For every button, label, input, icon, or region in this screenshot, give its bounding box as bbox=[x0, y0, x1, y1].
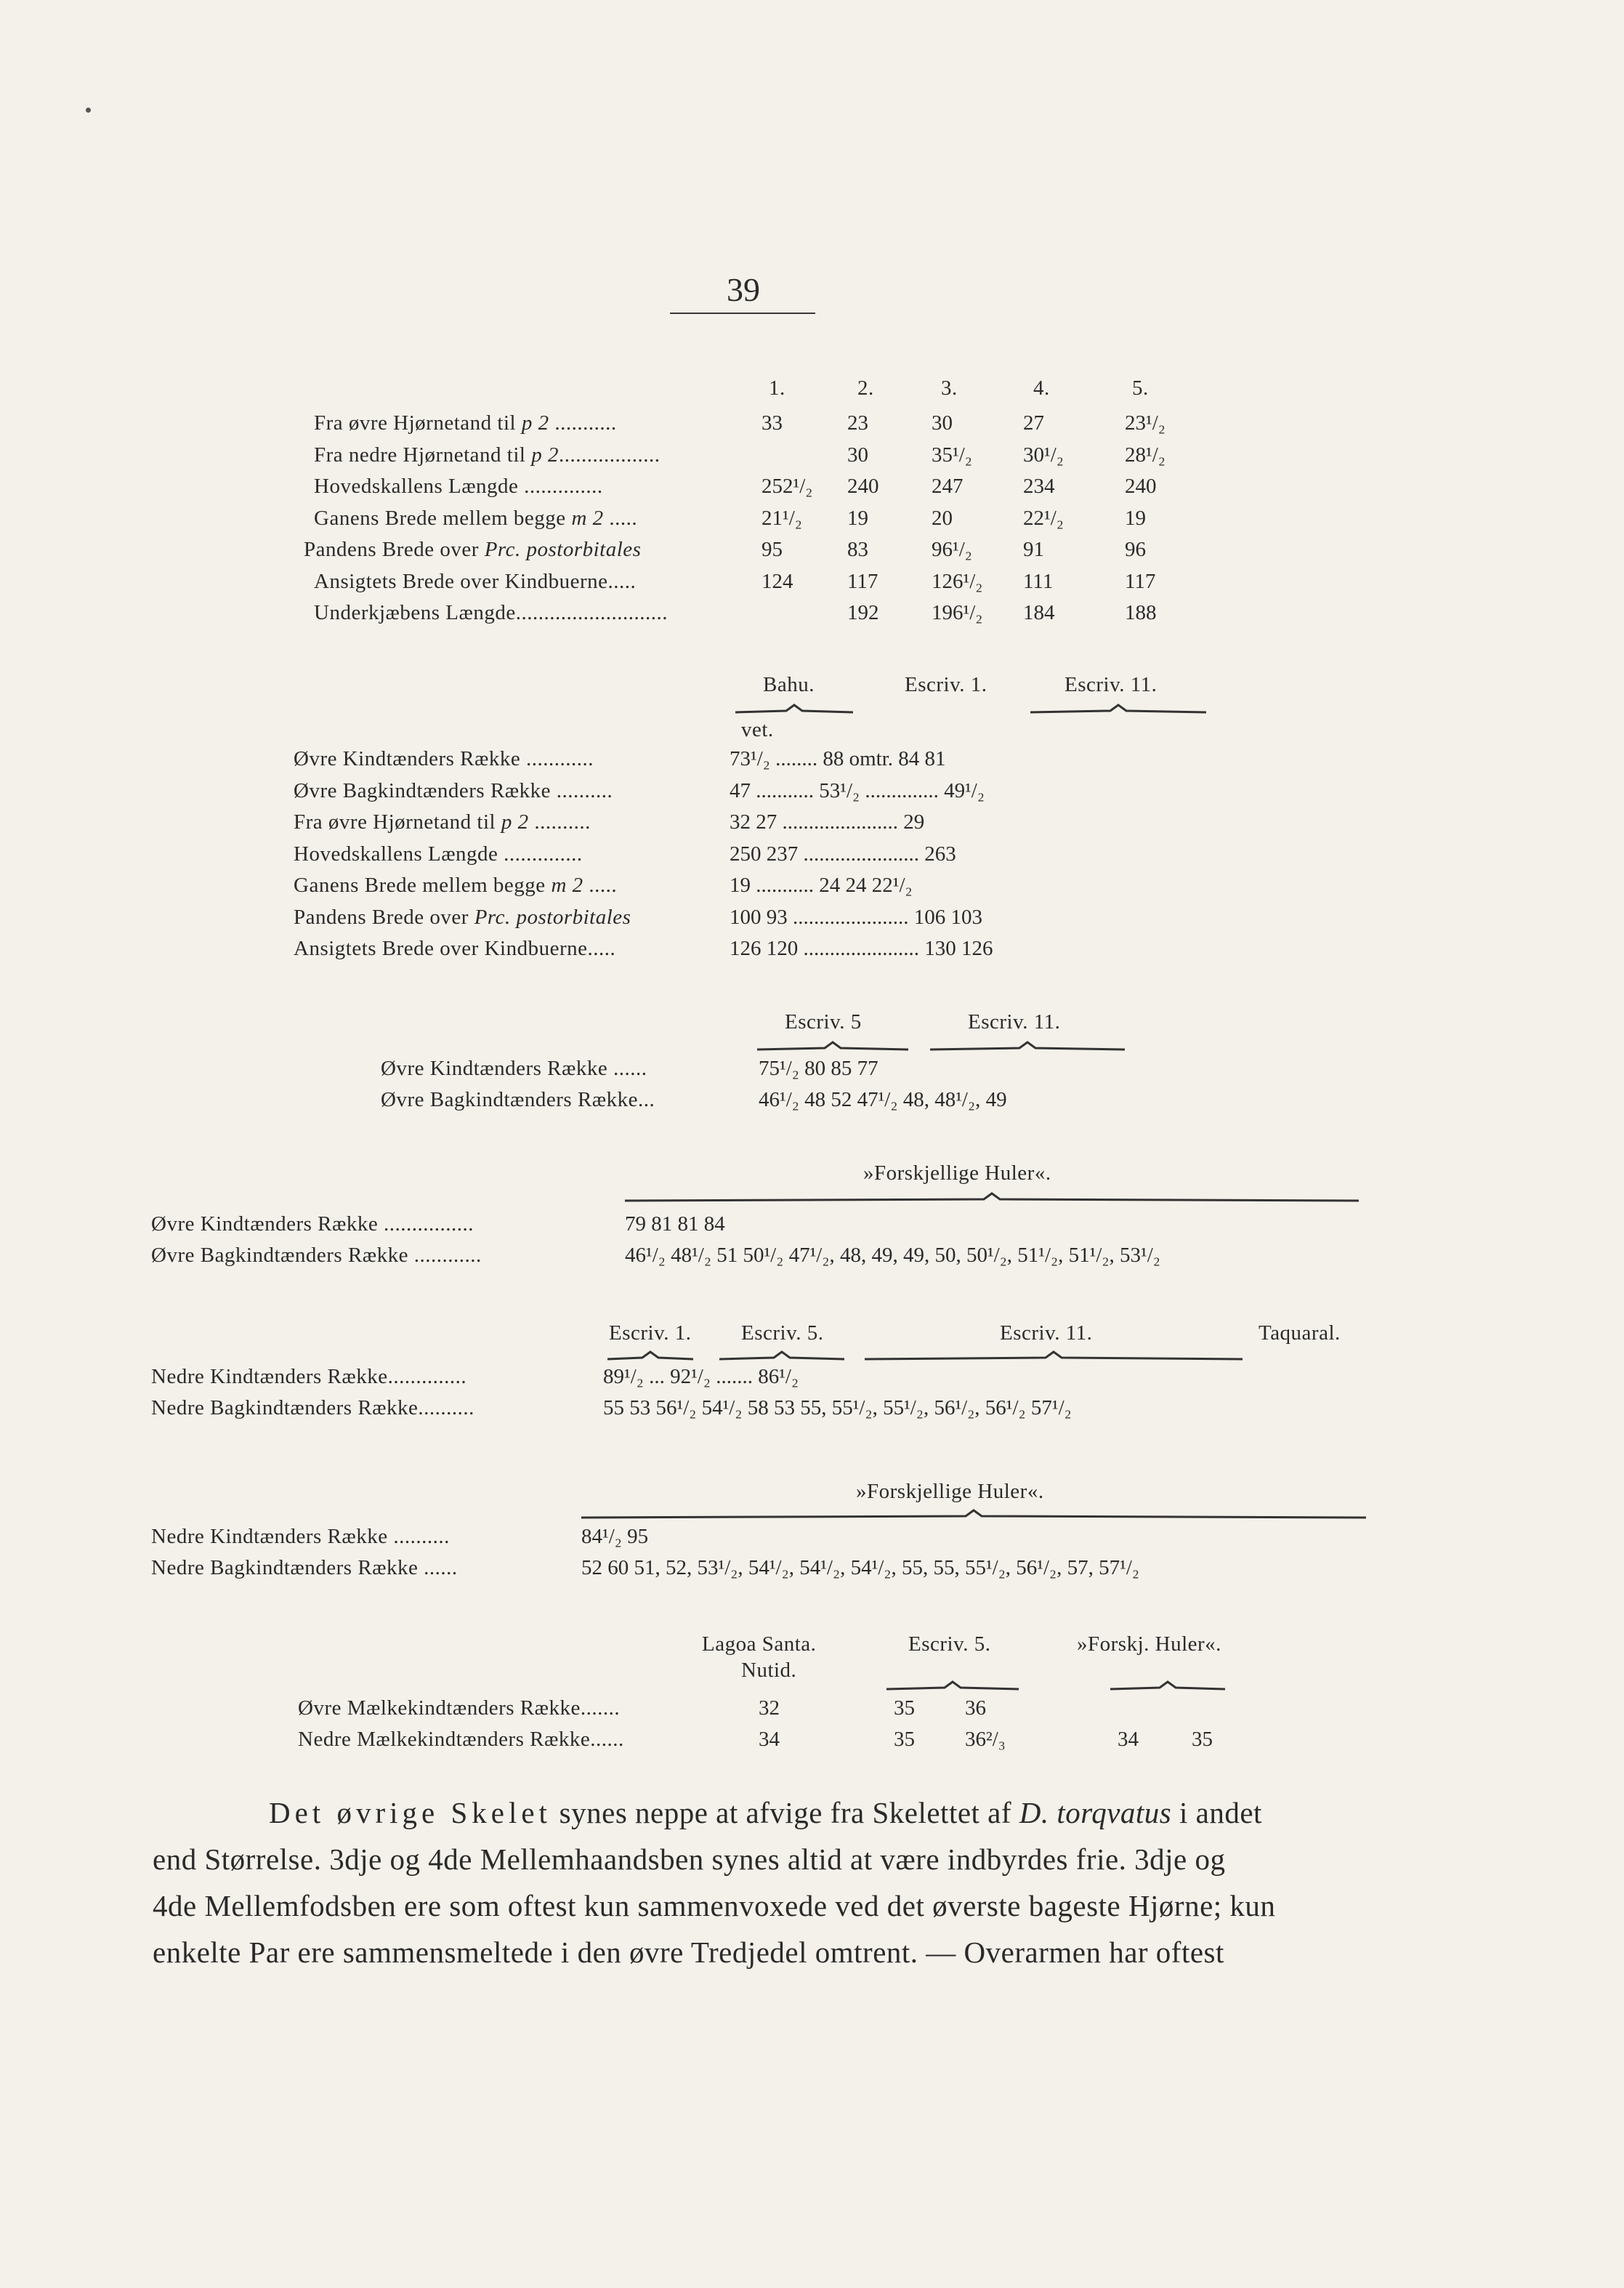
col-header: »Forskjellige Huler«. bbox=[863, 1161, 1051, 1185]
table-cell: 252¹/₂ bbox=[761, 475, 813, 498]
table-cell: 188 bbox=[1125, 601, 1157, 624]
text: i andet bbox=[1171, 1796, 1262, 1829]
table-cell: 35¹/₂ bbox=[932, 443, 972, 467]
col-header: Escriv. 11. bbox=[1065, 673, 1158, 696]
table-cell: 184 bbox=[1023, 601, 1055, 624]
row-label: Øvre Bagkindtænders Række... bbox=[381, 1088, 655, 1111]
col-header: 4. bbox=[1033, 376, 1050, 400]
table-cell: 20 bbox=[932, 506, 953, 530]
table-cell: 35 bbox=[894, 1696, 915, 1720]
table-cell: 23¹/₂ bbox=[1125, 411, 1166, 435]
table-cell: 30 bbox=[847, 443, 868, 467]
paragraph-line-3: 4de Mellemfodsben ere som oftest kun sammenvoxede ved det øverste bageste Hjørne; kun bbox=[153, 1889, 1276, 1922]
row-label: Fra øvre Hjørnetand til p 2 .......... bbox=[294, 810, 591, 834]
row-label: Pandens Brede over Prc. postorbitales bbox=[294, 905, 631, 929]
table-cell: 36²/₃ bbox=[965, 1728, 1006, 1751]
table-cell: 55 53 56¹/₂ 54¹/₂ 58 53 55, 55¹/₂, 55¹/₂, 56¹/₂, 56¹/₂ 57¹/₂ bbox=[603, 1396, 1072, 1419]
row-label: Øvre Kindtænders Række ................ bbox=[151, 1212, 474, 1236]
table-cell: 124 bbox=[761, 569, 793, 593]
row-label: Fra øvre Hjørnetand til p 2 ........... bbox=[314, 411, 617, 435]
table-cell: 126¹/₂ bbox=[932, 569, 983, 593]
table-cell: 79 81 81 84 bbox=[625, 1212, 725, 1236]
row-label: Nedre Kindtænders Række .......... bbox=[151, 1525, 450, 1548]
table-cell: 36 bbox=[965, 1696, 986, 1720]
col-subheader: Nutid. bbox=[741, 1659, 797, 1682]
table-cell: 95 bbox=[761, 538, 783, 561]
col-header: 1. bbox=[769, 376, 785, 400]
row-label: Nedre Kindtænders Række.............. bbox=[151, 1365, 467, 1388]
row-label: Nedre Bagkindtænders Række ...... bbox=[151, 1556, 458, 1579]
row-label: Øvre Bagkindtænders Række ............ bbox=[151, 1244, 482, 1267]
row-label: Øvre Mælkekindtænders Række....... bbox=[298, 1696, 621, 1720]
row-label: Øvre Bagkindtænders Række .......... bbox=[294, 778, 613, 802]
table-cell: 96¹/₂ bbox=[932, 538, 972, 561]
row-label: Pandens Brede over Prc. postorbitales bbox=[304, 538, 642, 561]
col-subheader: vet. bbox=[741, 718, 774, 741]
brace bbox=[930, 1041, 1125, 1052]
col-header: 2. bbox=[857, 376, 874, 400]
table-cell: 28¹/₂ bbox=[1125, 443, 1166, 467]
spaced-text: Det øvrige Skelet bbox=[269, 1796, 552, 1829]
table-cell: 34 bbox=[1118, 1728, 1139, 1751]
table-cell: 19 bbox=[847, 506, 868, 530]
table-cell: 47 ........... 53¹/₂ .............. 49¹/₂ bbox=[730, 778, 985, 802]
paragraph-line-1 bbox=[269, 1795, 1262, 1830]
table-cell: 91 bbox=[1023, 538, 1044, 561]
col-header: Escriv. 5. bbox=[908, 1632, 991, 1656]
col-header: Bahu. bbox=[763, 673, 815, 696]
brace bbox=[1110, 1680, 1225, 1692]
species-name: D. torqvatus bbox=[1019, 1796, 1172, 1829]
paragraph-line-2: end Størrelse. 3dje og 4de Mellemhaandsben synes altid at være indbyrdes frie. 3dje og bbox=[153, 1842, 1226, 1876]
brace bbox=[886, 1680, 1019, 1692]
table-cell: 240 bbox=[1125, 475, 1157, 498]
table-cell: 117 bbox=[847, 569, 878, 593]
table-cell: 27 bbox=[1023, 411, 1044, 435]
table-cell: 33 bbox=[761, 411, 783, 435]
table-cell: 89¹/₂ ... 92¹/₂ ....... 86¹/₂ bbox=[603, 1365, 799, 1388]
row-label: Øvre Kindtænders Række ...... bbox=[381, 1057, 647, 1080]
row-label: Underkjæbens Længde........................... bbox=[314, 601, 668, 624]
table-cell: 19 bbox=[1125, 506, 1146, 530]
table-cell: 30 bbox=[932, 411, 953, 435]
col-header: Escriv. 11. bbox=[1000, 1321, 1093, 1345]
table-cell: 52 60 51, 52, 53¹/₂, 54¹/₂, 54¹/₂, 54¹/₂, 55, 55, 55¹/₂, 56¹/₂, 57, 57¹/₂ bbox=[581, 1556, 1140, 1579]
table-cell: 21¹/₂ bbox=[761, 506, 802, 530]
table-cell: 75¹/₂ 80 85 77 bbox=[759, 1057, 878, 1080]
row-label: Hovedskallens Længde .............. bbox=[294, 842, 583, 866]
row-label: Nedre Bagkindtænders Række.......... bbox=[151, 1396, 474, 1419]
table-cell: 96 bbox=[1125, 538, 1146, 561]
table-cell: 35 bbox=[1192, 1728, 1213, 1751]
table-cell: 46¹/₂ 48¹/₂ 51 50¹/₂ 47¹/₂, 48, 49, 49, 50, 50¹/₂, 51¹/₂, 51¹/₂, 53¹/₂ bbox=[625, 1244, 1160, 1267]
table-cell: 192 bbox=[847, 601, 879, 624]
brace bbox=[735, 704, 853, 715]
table-cell: 23 bbox=[847, 411, 868, 435]
table-cell: 35 bbox=[894, 1728, 915, 1751]
table-cell: 30¹/₂ bbox=[1023, 443, 1064, 467]
table-cell: 46¹/₂ 48 52 47¹/₂ 48, 48¹/₂, 49 bbox=[759, 1088, 1007, 1111]
row-label: Ansigtets Brede over Kindbuerne..... bbox=[314, 569, 637, 593]
text: synes neppe at afvige fra Skelettet af bbox=[551, 1796, 1019, 1829]
page-number: 39 bbox=[727, 271, 760, 308]
brace bbox=[719, 1350, 844, 1362]
table-cell: 126 120 ...................... 130 126 bbox=[730, 937, 993, 960]
table-cell: 19 ........... 24 24 22¹/₂ bbox=[730, 874, 913, 897]
table-cell: 32 27 ...................... 29 bbox=[730, 810, 925, 834]
table-cell: 32 bbox=[759, 1696, 780, 1720]
brace bbox=[581, 1509, 1366, 1520]
col-header: Taquaral. bbox=[1259, 1321, 1341, 1345]
col-header: Escriv. 5. bbox=[741, 1321, 824, 1345]
col-header: 3. bbox=[941, 376, 958, 400]
brace bbox=[625, 1192, 1359, 1204]
table-cell: 234 bbox=[1023, 475, 1055, 498]
row-label: Nedre Mælkekindtænders Række...... bbox=[298, 1728, 624, 1751]
table-cell: 196¹/₂ bbox=[932, 601, 983, 624]
table-cell: 22¹/₂ bbox=[1023, 506, 1064, 530]
col-header: Escriv. 5 bbox=[785, 1010, 862, 1034]
table-cell: 250 237 ...................... 263 bbox=[730, 842, 956, 866]
brace bbox=[757, 1041, 908, 1052]
col-header: 5. bbox=[1132, 376, 1149, 400]
col-header: Escriv. 1. bbox=[905, 673, 987, 696]
row-label: Ansigtets Brede over Kindbuerne..... bbox=[294, 937, 616, 960]
brace bbox=[607, 1350, 693, 1362]
paragraph-line-4: enkelte Par ere sammensmeltede i den øvre Tredjedel omtrent. — Overarmen har oftest bbox=[153, 1935, 1224, 1969]
table-cell: 84¹/₂ 95 bbox=[581, 1525, 649, 1548]
table-cell: 111 bbox=[1023, 569, 1054, 593]
col-header: »Forskjellige Huler«. bbox=[856, 1480, 1044, 1503]
col-header: Lagoa Santa. bbox=[702, 1632, 817, 1656]
page-number-rule bbox=[670, 313, 815, 314]
table-cell: 247 bbox=[932, 475, 964, 498]
col-header: »Forskj. Huler«. bbox=[1077, 1632, 1221, 1656]
brace bbox=[1030, 704, 1206, 715]
speck bbox=[86, 108, 91, 113]
table-cell: 240 bbox=[847, 475, 879, 498]
table-cell: 34 bbox=[759, 1728, 780, 1751]
row-label: Ganens Brede mellem begge m 2 ..... bbox=[294, 874, 618, 897]
brace bbox=[865, 1350, 1243, 1362]
row-label: Hovedskallens Længde .............. bbox=[314, 475, 603, 498]
col-header: Escriv. 1. bbox=[609, 1321, 692, 1345]
table-cell: 73¹/₂ ........ 88 omtr. 84 81 bbox=[730, 747, 946, 770]
table-cell: 83 bbox=[847, 538, 868, 561]
table-cell: 117 bbox=[1125, 569, 1156, 593]
row-label: Ganens Brede mellem begge m 2 ..... bbox=[314, 506, 638, 530]
row-label: Øvre Kindtænders Række ............ bbox=[294, 747, 594, 770]
table-cell: 100 93 ...................... 106 103 bbox=[730, 905, 982, 929]
row-label: Fra nedre Hjørnetand til p 2.................. bbox=[314, 443, 660, 467]
col-header: Escriv. 11. bbox=[968, 1010, 1061, 1034]
